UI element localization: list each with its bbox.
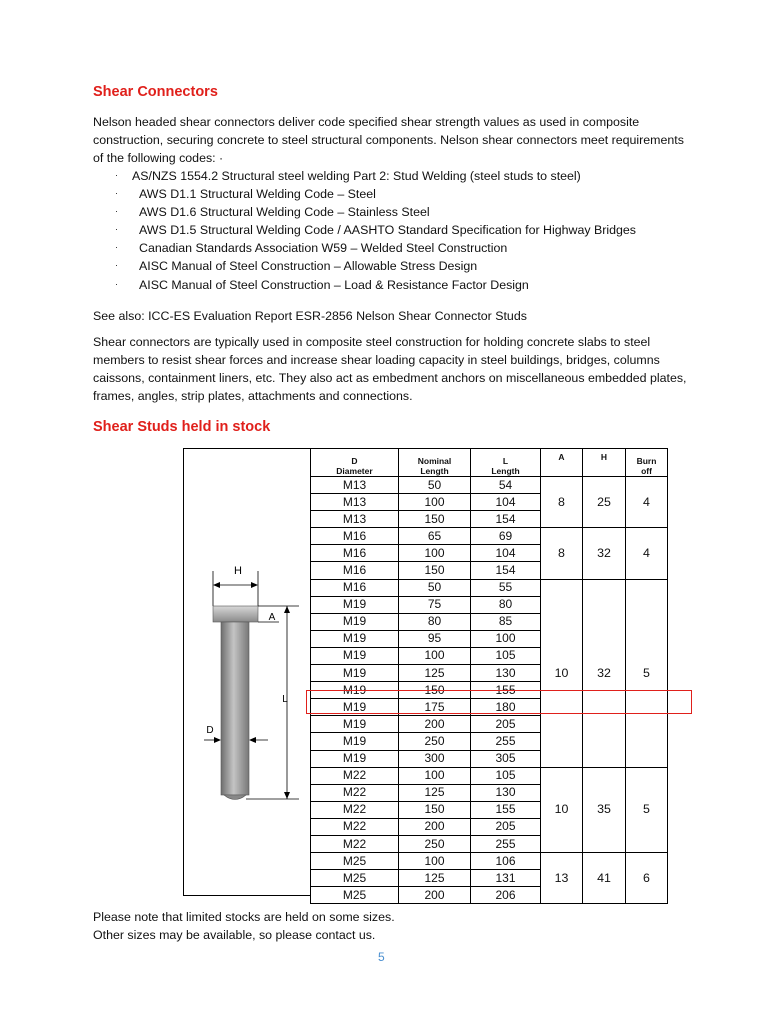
table-row: M22 100 105 10 35 5 (311, 767, 668, 784)
stud-diagram-svg (184, 449, 310, 895)
bullet-icon: · (115, 224, 118, 235)
bullet-icon: · (115, 206, 118, 217)
table-row: M13 100 104 (311, 494, 668, 511)
bullet-icon: · (115, 260, 118, 271)
bullet-icon: · (115, 170, 118, 180)
col-header-nominal-length: Nominal Length (399, 449, 471, 477)
table-row: M22 200 205 (311, 818, 668, 835)
table-row: M19 300 305 (311, 750, 668, 767)
stud-table (310, 448, 668, 904)
col-header-diameter: D Diameter (311, 449, 399, 477)
page-number: 5 (378, 950, 385, 964)
col-header-a: A (541, 449, 583, 477)
table-row: M16 100 104 (311, 545, 668, 562)
table-row: M25 125 131 (311, 870, 668, 887)
table-row: M19 95 100 (311, 630, 668, 647)
table-header-row (311, 449, 668, 477)
col-header-length: L Length (471, 449, 541, 477)
col-header-h: H (583, 449, 626, 477)
stud-diagram (183, 448, 310, 896)
table-row: M22 125 130 (311, 784, 668, 801)
table-row: M25 100 106 13 41 6 (311, 853, 668, 870)
stock-heading: Shear Studs held in stock (93, 419, 271, 435)
table-row: M16 150 154 (311, 562, 668, 579)
table-row: M19 75 80 (311, 596, 668, 613)
stock-note-line2: Other sizes may be available, so please contact us. (93, 928, 376, 942)
table-row: M13 150 154 (311, 511, 668, 528)
bullet-icon: · (115, 242, 118, 253)
table-row-highlighted: M19 175 180 (311, 699, 668, 716)
label-a: A (268, 612, 276, 623)
table-row: M19 100 105 (311, 647, 668, 664)
label-d: D (206, 725, 214, 736)
table-row: M13 50 54 8 25 4 (311, 477, 668, 494)
stock-note-line1: Please note that limited stocks are held on some sizes. (93, 910, 395, 924)
highlight-box (306, 690, 692, 714)
table-row: M19 80 85 (311, 613, 668, 630)
table-row: M25 200 206 (311, 887, 668, 904)
table-row: M19 250 255 (311, 733, 668, 750)
table-row: M16 50 55 10 32 5 (311, 579, 668, 596)
see-also-line: See also: ICC-ES Evaluation Report ESR-2856 Nelson Shear Connector Studs (93, 309, 527, 323)
intro-paragraph: Nelson headed shear connectors deliver code specified shear strength values as used in composite construction, securing concrete to steel structural components. Nelson shear connectors meet requirements of the following codes: · (93, 115, 684, 165)
table-row: M22 150 155 (311, 801, 668, 818)
label-l: L (282, 694, 288, 705)
table-row: M19 150 155 (311, 682, 668, 699)
table-row: M19 125 130 (311, 665, 668, 682)
col-header-burn-off: Burn off (626, 449, 668, 477)
bullet-icon: · (115, 278, 118, 289)
label-h: H (234, 565, 242, 577)
table-row: M16 65 69 8 32 4 (311, 528, 668, 545)
shear-connectors-heading: Shear Connectors (93, 84, 218, 100)
bullet-icon: · (115, 188, 118, 199)
table-row: M22 250 255 (311, 835, 668, 852)
table-row: M19 200 205 (311, 716, 668, 733)
usage-paragraph: Shear connectors are typically used in composite steel construction for holding concrete slabs to steel members to resist shear forces and increase shear loading capacity in steel buildings, bridges, columns caissons, containment liners, etc. They also act as embedment anchors on miscellaneous embedded plates, frames, angles, strip plates, attachments and connections. (93, 335, 687, 403)
